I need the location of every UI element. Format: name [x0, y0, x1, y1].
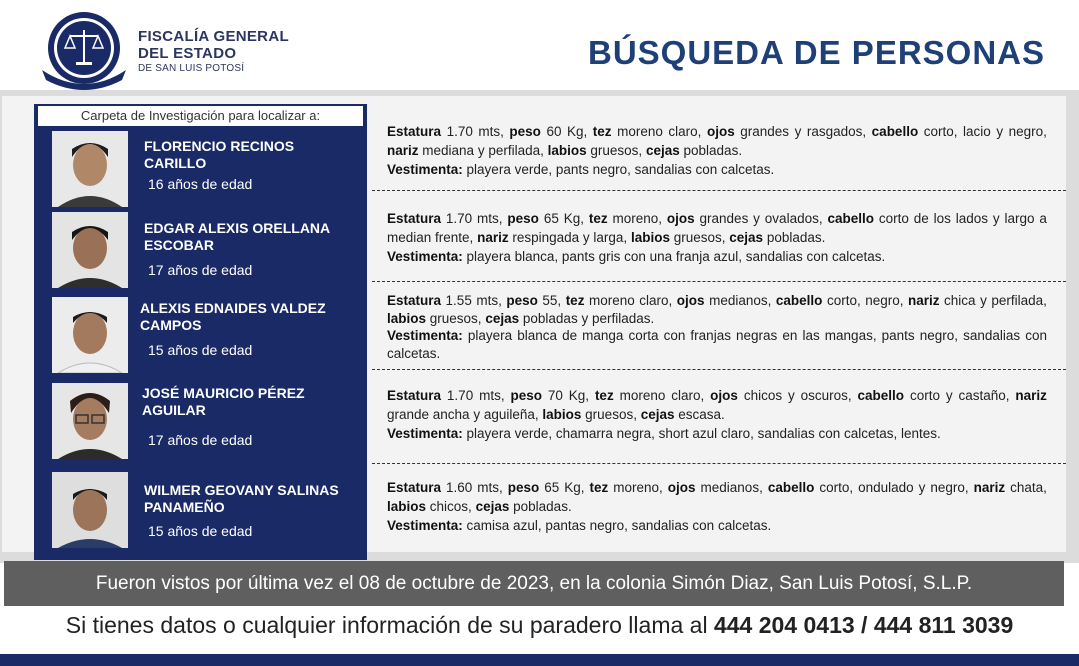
label-vestimenta: Vestimenta: — [387, 249, 463, 264]
value-nariz: chata, — [1010, 480, 1047, 495]
value-ojos: medianos, — [700, 480, 763, 495]
label-nariz: nariz — [477, 230, 509, 245]
person-age: 17 años de edad — [148, 262, 253, 278]
label-ojos: ojos — [666, 211, 695, 226]
person-photo — [52, 131, 128, 207]
value-cabello: corto, ondulado y negro, — [819, 480, 969, 495]
label-cejas: cejas — [640, 407, 675, 422]
value-nariz: mediana y perfilada, — [422, 143, 544, 158]
label-estatura: Estatura — [387, 211, 442, 226]
value-tez: moreno claro, — [588, 293, 673, 308]
person-description — [387, 122, 1047, 179]
label-tez: tez — [589, 480, 609, 495]
person-age: 17 años de edad — [148, 432, 253, 448]
label-nariz: nariz — [1015, 388, 1047, 403]
value-tez: moreno claro, — [619, 388, 705, 403]
value-vestimenta: camisa azul, pantas negro, sandalias con calcetas. — [466, 518, 772, 533]
person-description — [387, 386, 1047, 443]
label-peso: peso — [510, 388, 542, 403]
value-cabello: corto y castaño, — [909, 388, 1010, 403]
value-estatura: 1.70 mts, — [446, 124, 504, 139]
label-labios: labios — [387, 499, 427, 514]
person-name: WILMER GEOVANY SALINAS PANAMEÑO — [144, 482, 339, 515]
divider — [372, 463, 1066, 464]
label-peso: peso — [507, 480, 540, 495]
contact-prefix: Si tienes datos o cualquier información de su paradero llama al — [65, 612, 708, 638]
label-labios: labios — [387, 310, 427, 326]
label-tez: tez — [592, 124, 612, 139]
org-line-3: DE SAN LUIS POTOSÍ — [138, 63, 245, 74]
label-cejas: cejas — [729, 230, 764, 245]
value-cejas: pobladas y perfiladas. — [522, 310, 655, 326]
value-ojos: medianos, — [709, 293, 772, 308]
value-nariz: grande ancha y aguileña, — [387, 407, 539, 422]
value-peso: 65 Kg, — [543, 211, 584, 226]
value-tez: moreno, — [612, 211, 663, 226]
value-estatura: 1.70 mts, — [445, 211, 503, 226]
value-labios: gruesos, — [429, 310, 482, 326]
divider — [372, 190, 1066, 191]
value-cejas: pobladas. — [766, 230, 826, 245]
value-tez: moreno claro, — [617, 124, 702, 139]
value-nariz: respingada y larga, — [512, 230, 628, 245]
person-name: FLORENCIO RECINOS CARILLO — [144, 138, 295, 171]
person-age: 15 años de edad — [148, 523, 253, 539]
value-cabello: corto de los lados y largo a median frente, — [387, 211, 1047, 245]
label-vestimenta: Vestimenta: — [387, 426, 463, 441]
value-estatura: 1.60 mts, — [446, 480, 503, 495]
person-age: 15 años de edad — [148, 342, 253, 358]
label-estatura: Estatura — [387, 388, 442, 403]
person-age: 16 años de edad — [148, 176, 253, 192]
person-photo — [52, 212, 128, 288]
label-vestimenta: Vestimenta: — [387, 162, 463, 177]
person-name: JOSÉ MAURICIO PÉREZ AGUILAR — [142, 385, 305, 418]
org-line-1: FISCALÍA GENERAL — [138, 28, 289, 45]
label-nariz: nariz — [387, 143, 419, 158]
value-vestimenta: playera blanca, pants gris con una franja azul, sandalias con calcetas. — [466, 249, 886, 264]
label-estatura: Estatura — [387, 293, 442, 308]
label-cabello: cabello — [775, 293, 823, 308]
value-estatura: 1.55 mts, — [445, 293, 502, 308]
organization-name — [138, 28, 289, 76]
value-cabello: corto, negro, — [826, 293, 904, 308]
value-peso: 55, — [542, 293, 562, 308]
label-nariz: nariz — [908, 293, 940, 308]
label-tez: tez — [594, 388, 614, 403]
value-tez: moreno, — [613, 480, 663, 495]
label-tez: tez — [565, 293, 585, 308]
label-cabello: cabello — [827, 211, 875, 226]
label-tez: tez — [588, 211, 608, 226]
value-ojos: chicos y oscuros, — [743, 388, 852, 403]
label-ojos: ojos — [676, 293, 705, 308]
label-estatura: Estatura — [387, 124, 442, 139]
bottom-strip — [0, 654, 1079, 666]
label-nariz: nariz — [973, 480, 1006, 495]
label-cabello: cabello — [857, 388, 905, 403]
last-seen-banner: Fueron vistos por última vez el 08 de octubre de 2023, en la colonia Simón Diaz, San Luis Potosí, S.L.P. — [4, 561, 1064, 606]
person-photo — [52, 297, 128, 373]
value-ojos: grandes y ovalados, — [699, 211, 823, 226]
label-labios: labios — [547, 143, 587, 158]
value-ojos: grandes y rasgados, — [740, 124, 867, 139]
org-line-2: DEL ESTADO — [138, 45, 237, 62]
value-labios: gruesos, — [585, 407, 637, 422]
header — [0, 0, 1079, 95]
value-labios: gruesos, — [590, 143, 643, 158]
divider — [372, 281, 1066, 282]
person-photo — [52, 472, 128, 548]
value-cabello: corto, lacio y negro, — [923, 124, 1047, 139]
value-labios: chicos, — [429, 499, 472, 514]
value-estatura: 1.70 mts, — [446, 388, 505, 403]
value-cejas: pobladas. — [683, 143, 743, 158]
label-estatura: Estatura — [387, 480, 442, 495]
label-ojos: ojos — [667, 480, 696, 495]
label-labios: labios — [542, 407, 582, 422]
fiscalia-seal-icon — [34, 8, 134, 94]
contact-line — [0, 612, 1079, 639]
label-peso: peso — [509, 124, 541, 139]
value-peso: 60 Kg, — [546, 124, 588, 139]
label-cabello: cabello — [767, 480, 815, 495]
person-description — [387, 209, 1047, 266]
person-description — [387, 292, 1047, 362]
value-vestimenta: playera verde, pants negro, sandalias con calcetas. — [466, 162, 775, 177]
label-cejas: cejas — [645, 143, 680, 158]
investigation-caption: Carpeta de Investigación para localizar a: — [38, 106, 363, 126]
person-name: EDGAR ALEXIS ORELLANA ESCOBAR — [144, 220, 330, 253]
divider — [372, 369, 1066, 370]
label-cejas: cejas — [485, 310, 520, 326]
label-peso: peso — [507, 211, 539, 226]
person-photo — [52, 383, 128, 459]
label-labios: labios — [630, 230, 670, 245]
label-ojos: ojos — [706, 124, 735, 139]
value-peso: 70 Kg, — [547, 388, 590, 403]
value-vestimenta: playera verde, chamarra negra, short azul claro, sandalias con calcetas, lentes. — [466, 426, 941, 441]
page-title: BÚSQUEDA DE PERSONAS — [588, 34, 1046, 71]
label-vestimenta: Vestimenta: — [387, 518, 463, 533]
label-vestimenta: Vestimenta: — [387, 328, 463, 343]
label-ojos: ojos — [710, 388, 738, 403]
label-cabello: cabello — [871, 124, 919, 139]
value-vestimenta: playera blanca de manga corta con franjas negras en las mangas, pants negro, sandalias con calcetas. — [387, 328, 1047, 361]
value-cejas: escasa. — [678, 407, 725, 422]
person-description — [387, 478, 1047, 535]
label-peso: peso — [506, 293, 538, 308]
value-labios: gruesos, — [673, 230, 726, 245]
contact-phones: 444 204 0413 / 444 811 3039 — [713, 612, 1014, 638]
value-cejas: pobladas. — [513, 499, 572, 514]
person-name: ALEXIS EDNAIDES VALDEZ CAMPOS — [140, 300, 326, 333]
value-nariz: chica y perfilada, — [944, 293, 1047, 308]
label-cejas: cejas — [475, 499, 510, 514]
value-peso: 65 Kg, — [544, 480, 585, 495]
